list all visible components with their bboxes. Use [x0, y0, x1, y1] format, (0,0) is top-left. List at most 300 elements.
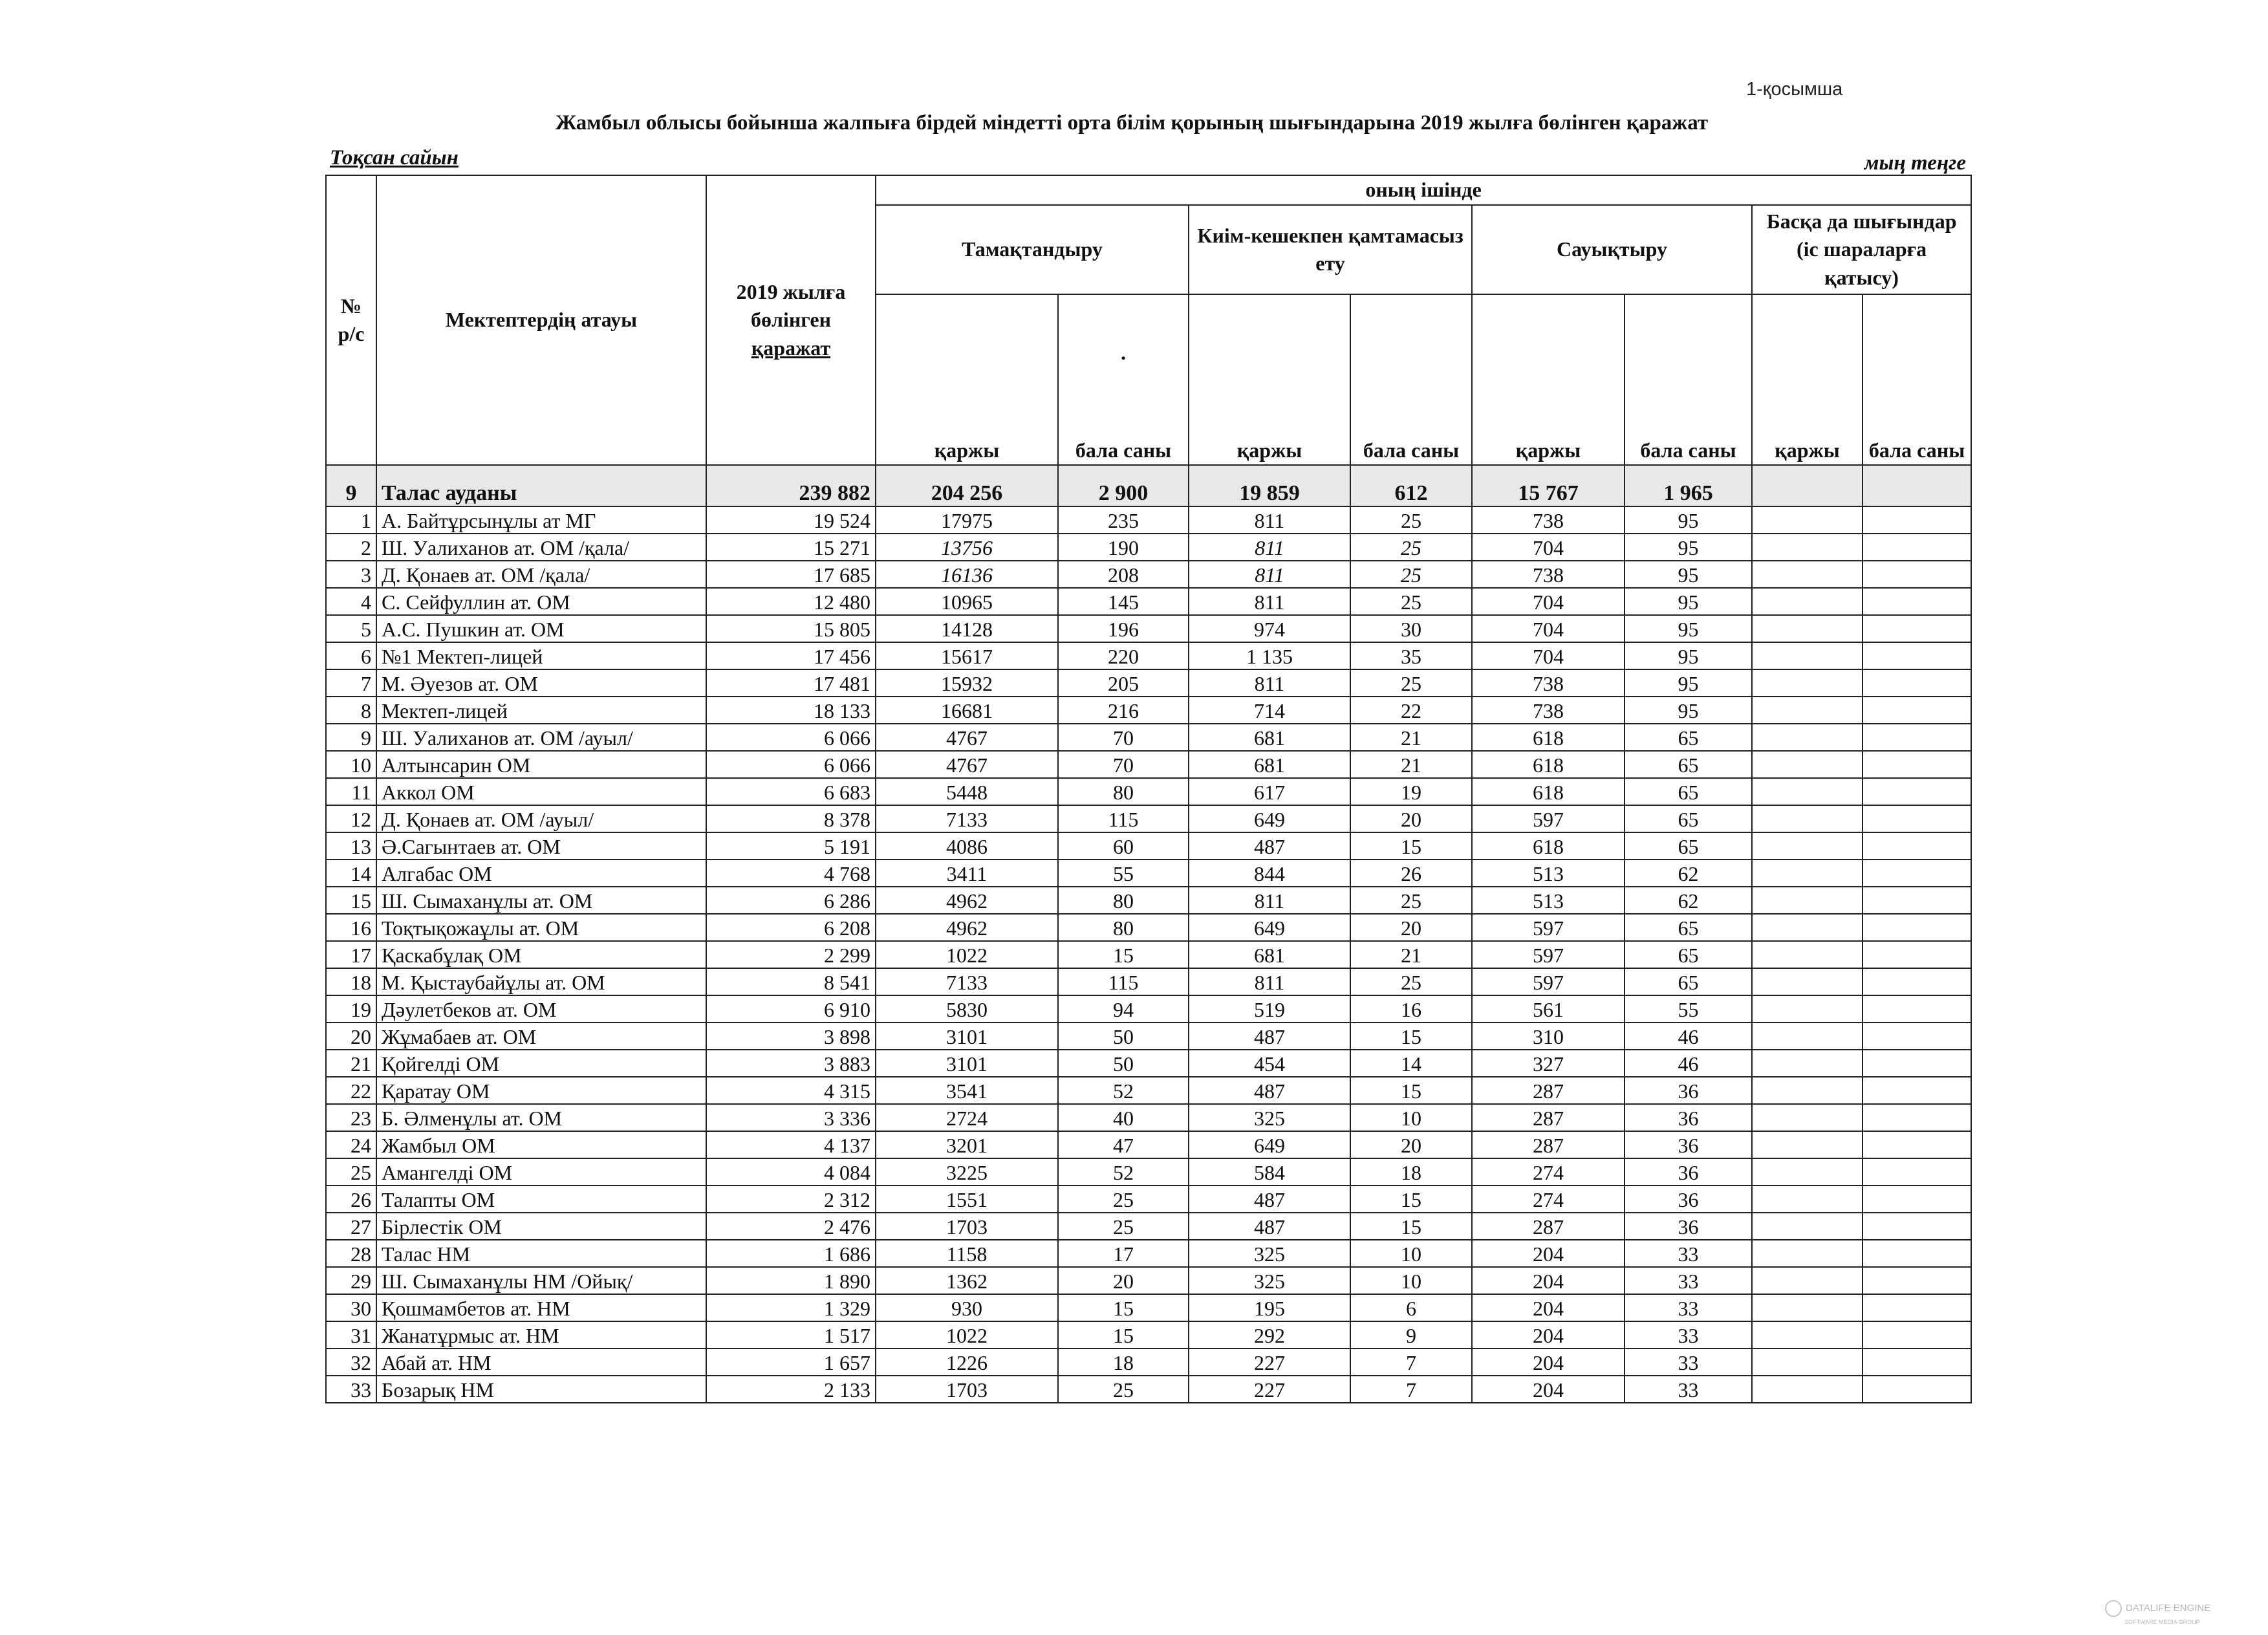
row-health-money: 513 [1472, 887, 1625, 914]
row-health-children: 55 [1625, 995, 1752, 1023]
row-food-money: 3541 [876, 1077, 1058, 1104]
col-header-food-children [1058, 294, 1189, 465]
row-health-money: 287 [1472, 1104, 1625, 1131]
row-idx: 2 [326, 534, 376, 561]
row-allocated: 6 286 [706, 887, 876, 914]
row-other-children [1863, 724, 1971, 751]
row-health-children: 36 [1625, 1077, 1752, 1104]
row-school-name: Жұмабаев ат. ОМ [376, 1023, 706, 1050]
row-cloth-children: 10 [1350, 1267, 1472, 1294]
row-food-money: 14128 [876, 615, 1058, 642]
row-health-children: 65 [1625, 968, 1752, 995]
table-row [326, 1186, 1971, 1213]
row-cloth-money: 325 [1189, 1240, 1350, 1267]
row-cloth-children: 10 [1350, 1104, 1472, 1131]
row-health-money: 204 [1472, 1294, 1625, 1321]
row-other-children [1863, 1213, 1971, 1240]
row-food-children: 15 [1058, 1321, 1189, 1348]
row-other-money [1752, 697, 1863, 724]
row-food-money: 2724 [876, 1104, 1058, 1131]
row-other-money [1752, 941, 1863, 968]
row-other-children [1863, 995, 1971, 1023]
row-health-children: 36 [1625, 1158, 1752, 1186]
table-row [326, 968, 1971, 995]
row-food-money: 17975 [876, 506, 1058, 534]
row-health-children: 62 [1625, 860, 1752, 887]
row-health-children: 95 [1625, 588, 1752, 615]
row-food-children: 70 [1058, 724, 1189, 751]
quarterly-label: Тоқсан сайын [330, 146, 459, 169]
row-other-money [1752, 887, 1863, 914]
row-other-money [1752, 860, 1863, 887]
row-health-money: 704 [1472, 642, 1625, 669]
row-other-children [1863, 887, 1971, 914]
total-allocated: 239 882 [706, 465, 876, 506]
row-school-name: Ш. Сымаханұлы НМ /Ойық/ [376, 1267, 706, 1294]
row-cloth-money: 227 [1189, 1348, 1350, 1376]
row-health-money: 738 [1472, 506, 1625, 534]
row-food-children: 190 [1058, 534, 1189, 561]
row-idx: 25 [326, 1158, 376, 1186]
table-row [326, 1023, 1971, 1050]
row-school-name: Бірлестік ОМ [376, 1213, 706, 1240]
row-cloth-children: 22 [1350, 697, 1472, 724]
row-cloth-money: 811 [1189, 534, 1350, 561]
row-other-children [1863, 860, 1971, 887]
row-food-money: 930 [876, 1294, 1058, 1321]
row-idx: 9 [326, 724, 376, 751]
row-cloth-money: 325 [1189, 1104, 1350, 1131]
row-other-money [1752, 778, 1863, 805]
row-allocated: 6 066 [706, 724, 876, 751]
row-idx: 14 [326, 860, 376, 887]
row-food-children: 50 [1058, 1023, 1189, 1050]
row-food-children: 196 [1058, 615, 1189, 642]
row-school-name: Аккол ОМ [376, 778, 706, 805]
row-cloth-children: 16 [1350, 995, 1472, 1023]
row-health-money: 618 [1472, 778, 1625, 805]
row-health-money: 204 [1472, 1321, 1625, 1348]
row-food-children: 205 [1058, 669, 1189, 697]
row-other-children [1863, 751, 1971, 778]
row-food-money: 5448 [876, 778, 1058, 805]
row-food-money: 1703 [876, 1376, 1058, 1403]
row-school-name: Қаратау ОМ [376, 1077, 706, 1104]
row-food-children: 216 [1058, 697, 1189, 724]
table-row [326, 1077, 1971, 1104]
row-other-money [1752, 1267, 1863, 1294]
row-health-children: 65 [1625, 778, 1752, 805]
table-row [326, 1348, 1971, 1376]
row-cloth-children: 21 [1350, 751, 1472, 778]
row-allocated: 2 476 [706, 1213, 876, 1240]
row-other-children [1863, 561, 1971, 588]
row-food-money: 3201 [876, 1131, 1058, 1158]
total-food-money: 204 256 [876, 465, 1058, 506]
row-other-children [1863, 1267, 1971, 1294]
col-header-food: Тамақтандыру [876, 205, 1189, 294]
row-cloth-money: 1 135 [1189, 642, 1350, 669]
row-food-money: 4086 [876, 832, 1058, 860]
allocation-table [325, 175, 1972, 1403]
row-idx: 12 [326, 805, 376, 832]
row-health-money: 618 [1472, 724, 1625, 751]
table-row [326, 1294, 1971, 1321]
row-allocated: 4 084 [706, 1158, 876, 1186]
row-cloth-money: 811 [1189, 887, 1350, 914]
row-food-children: 50 [1058, 1050, 1189, 1077]
row-cloth-children: 21 [1350, 724, 1472, 751]
row-other-money [1752, 1104, 1863, 1131]
row-other-money [1752, 506, 1863, 534]
row-health-money: 274 [1472, 1186, 1625, 1213]
row-health-children: 36 [1625, 1213, 1752, 1240]
row-idx: 4 [326, 588, 376, 615]
row-idx: 29 [326, 1267, 376, 1294]
row-school-name: Талас НМ [376, 1240, 706, 1267]
total-cloth-money: 19 859 [1189, 465, 1350, 506]
row-food-children: 52 [1058, 1158, 1189, 1186]
row-cloth-money: 584 [1189, 1158, 1350, 1186]
row-health-money: 310 [1472, 1023, 1625, 1050]
row-idx: 6 [326, 642, 376, 669]
row-food-children: 60 [1058, 832, 1189, 860]
row-other-money [1752, 534, 1863, 561]
row-cloth-children: 20 [1350, 805, 1472, 832]
row-cloth-children: 10 [1350, 1240, 1472, 1267]
row-cloth-children: 25 [1350, 588, 1472, 615]
row-health-children: 36 [1625, 1186, 1752, 1213]
row-cloth-children: 7 [1350, 1348, 1472, 1376]
row-idx: 32 [326, 1348, 376, 1376]
row-food-children: 25 [1058, 1213, 1189, 1240]
col-header-other-children: бала саны [1863, 294, 1971, 465]
row-school-name: А. Байтұрсынұлы ат МГ [376, 506, 706, 534]
row-health-money: 738 [1472, 669, 1625, 697]
col-header-allocated [706, 175, 876, 465]
row-cloth-money: 617 [1189, 778, 1350, 805]
row-other-money [1752, 832, 1863, 860]
row-allocated: 17 685 [706, 561, 876, 588]
row-cloth-children: 19 [1350, 778, 1472, 805]
row-health-money: 597 [1472, 968, 1625, 995]
row-school-name: №1 Мектеп-лицей [376, 642, 706, 669]
row-idx: 20 [326, 1023, 376, 1050]
row-allocated: 1 686 [706, 1240, 876, 1267]
row-other-money [1752, 751, 1863, 778]
row-other-money [1752, 1240, 1863, 1267]
row-other-children [1863, 1077, 1971, 1104]
row-cloth-money: 714 [1189, 697, 1350, 724]
row-idx: 23 [326, 1104, 376, 1131]
row-health-children: 65 [1625, 724, 1752, 751]
row-idx: 16 [326, 914, 376, 941]
row-cloth-children: 15 [1350, 832, 1472, 860]
row-allocated: 3 898 [706, 1023, 876, 1050]
row-other-children [1863, 1321, 1971, 1348]
row-cloth-money: 649 [1189, 1131, 1350, 1158]
row-health-children: 33 [1625, 1267, 1752, 1294]
col-header-name: Мектептердің атауы [376, 175, 706, 465]
row-allocated: 1 890 [706, 1267, 876, 1294]
row-school-name: Мектеп-лицей [376, 697, 706, 724]
row-cloth-money: 974 [1189, 615, 1350, 642]
row-health-money: 327 [1472, 1050, 1625, 1077]
row-cloth-money: 649 [1189, 914, 1350, 941]
table-row [326, 1104, 1971, 1131]
row-cloth-children: 6 [1350, 1294, 1472, 1321]
row-other-money [1752, 615, 1863, 642]
row-cloth-money: 487 [1189, 1077, 1350, 1104]
table-row [326, 805, 1971, 832]
row-cloth-money: 681 [1189, 751, 1350, 778]
row-cloth-children: 9 [1350, 1321, 1472, 1348]
row-health-children: 95 [1625, 697, 1752, 724]
col-header-num: № р/с [326, 175, 376, 465]
row-food-money: 4767 [876, 724, 1058, 751]
col-header-including: оның ішінде [876, 175, 1971, 205]
row-school-name: Абай ат. НМ [376, 1348, 706, 1376]
row-health-children: 33 [1625, 1240, 1752, 1267]
row-idx: 19 [326, 995, 376, 1023]
row-cloth-children: 25 [1350, 506, 1472, 534]
row-other-money [1752, 995, 1863, 1023]
row-food-children: 115 [1058, 968, 1189, 995]
col-header-clothing: Киім-кешекпен қамтамасыз ету [1189, 205, 1472, 294]
col-header-health: Сауықтыру [1472, 205, 1752, 294]
total-idx: 9 [326, 465, 376, 506]
row-allocated: 19 524 [706, 506, 876, 534]
row-health-money: 204 [1472, 1376, 1625, 1403]
row-food-children: 25 [1058, 1186, 1189, 1213]
row-health-money: 561 [1472, 995, 1625, 1023]
row-idx: 27 [326, 1213, 376, 1240]
row-school-name: М. Қыстаубайұлы ат. ОМ [376, 968, 706, 995]
row-health-children: 95 [1625, 534, 1752, 561]
row-health-money: 618 [1472, 751, 1625, 778]
row-other-children [1863, 1240, 1971, 1267]
row-cloth-children: 18 [1350, 1158, 1472, 1186]
table-row [326, 561, 1971, 588]
row-allocated: 17 456 [706, 642, 876, 669]
row-health-children: 33 [1625, 1376, 1752, 1403]
row-other-money [1752, 1321, 1863, 1348]
row-other-money [1752, 805, 1863, 832]
row-health-money: 204 [1472, 1240, 1625, 1267]
row-cloth-money: 227 [1189, 1376, 1350, 1403]
watermark [2105, 1600, 2210, 1628]
row-cloth-money: 811 [1189, 561, 1350, 588]
row-health-children: 95 [1625, 561, 1752, 588]
row-other-money [1752, 1050, 1863, 1077]
document-title: Жамбыл облысы бойынша жалпыға бірдей міндетті орта білім қорының шығындарына 2019 жылға бөлінген қаражат [555, 111, 1709, 135]
row-cloth-money: 811 [1189, 968, 1350, 995]
col-header-allocated-underlined: қаражат [751, 336, 831, 360]
row-school-name: Д. Қонаев ат. ОМ /ауыл/ [376, 805, 706, 832]
table-row [326, 778, 1971, 805]
table-row [326, 534, 1971, 561]
row-other-children [1863, 506, 1971, 534]
row-health-children: 65 [1625, 832, 1752, 860]
table-row [326, 1131, 1971, 1158]
row-allocated: 12 480 [706, 588, 876, 615]
row-allocated: 4 315 [706, 1077, 876, 1104]
row-school-name: Қошмамбетов ат. НМ [376, 1294, 706, 1321]
row-other-money [1752, 1158, 1863, 1186]
row-cloth-money: 811 [1189, 506, 1350, 534]
total-food-children: 2 900 [1058, 465, 1189, 506]
row-food-money: 1551 [876, 1186, 1058, 1213]
row-food-money: 1022 [876, 1321, 1058, 1348]
table-row [326, 506, 1971, 534]
row-other-children [1863, 914, 1971, 941]
row-idx: 33 [326, 1376, 376, 1403]
row-cloth-money: 811 [1189, 588, 1350, 615]
total-health-children: 1 965 [1625, 465, 1752, 506]
row-other-money [1752, 1294, 1863, 1321]
row-health-children: 95 [1625, 506, 1752, 534]
row-cloth-children: 20 [1350, 914, 1472, 941]
row-other-children [1863, 1050, 1971, 1077]
row-allocated: 8 378 [706, 805, 876, 832]
row-food-children: 115 [1058, 805, 1189, 832]
table-row [326, 588, 1971, 615]
row-cloth-money: 195 [1189, 1294, 1350, 1321]
row-food-money: 1158 [876, 1240, 1058, 1267]
row-food-money: 1022 [876, 941, 1058, 968]
row-cloth-children: 15 [1350, 1186, 1472, 1213]
row-health-children: 46 [1625, 1050, 1752, 1077]
col-header-allocated-text: 2019 жылға бөлінген [736, 280, 846, 332]
row-idx: 31 [326, 1321, 376, 1348]
row-allocated: 4 137 [706, 1131, 876, 1158]
total-cloth-children: 612 [1350, 465, 1472, 506]
row-health-money: 738 [1472, 697, 1625, 724]
row-cloth-children: 25 [1350, 534, 1472, 561]
row-food-children: 235 [1058, 506, 1189, 534]
row-school-name: Бозарық НМ [376, 1376, 706, 1403]
table-row [326, 1158, 1971, 1186]
table-row [326, 642, 1971, 669]
row-other-money [1752, 724, 1863, 751]
watermark-brand: DATALIFE ENGINE [2126, 1602, 2211, 1614]
row-food-children: 18 [1058, 1348, 1189, 1376]
col-header-other-money: қаржы [1752, 294, 1863, 465]
row-idx: 10 [326, 751, 376, 778]
row-other-children [1863, 669, 1971, 697]
row-cloth-children: 26 [1350, 860, 1472, 887]
row-other-money [1752, 1186, 1863, 1213]
row-food-money: 5830 [876, 995, 1058, 1023]
row-allocated: 8 541 [706, 968, 876, 995]
row-health-money: 513 [1472, 860, 1625, 887]
col-header-cloth-money: қаржы [1189, 294, 1350, 465]
row-food-children: 47 [1058, 1131, 1189, 1158]
table-row [326, 860, 1971, 887]
datalife-logo-icon [2105, 1600, 2122, 1617]
row-food-children: 15 [1058, 1294, 1189, 1321]
total-other-money [1752, 465, 1863, 506]
table-row [326, 832, 1971, 860]
row-allocated: 6 683 [706, 778, 876, 805]
table-row [326, 914, 1971, 941]
row-allocated: 2 299 [706, 941, 876, 968]
row-allocated: 15 271 [706, 534, 876, 561]
row-other-children [1863, 1131, 1971, 1158]
row-health-children: 95 [1625, 642, 1752, 669]
row-cloth-money: 681 [1189, 724, 1350, 751]
row-health-children: 33 [1625, 1348, 1752, 1376]
row-school-name: Ш. Сымаханұлы ат. ОМ [376, 887, 706, 914]
school-rows [326, 506, 1971, 1403]
row-other-children [1863, 805, 1971, 832]
row-food-money: 1703 [876, 1213, 1058, 1240]
total-name: Талас ауданы [376, 465, 706, 506]
row-cloth-money: 681 [1189, 941, 1350, 968]
row-cloth-children: 15 [1350, 1023, 1472, 1050]
row-food-money: 13756 [876, 534, 1058, 561]
row-food-money: 15617 [876, 642, 1058, 669]
row-health-money: 274 [1472, 1158, 1625, 1186]
row-health-money: 597 [1472, 941, 1625, 968]
row-other-money [1752, 561, 1863, 588]
row-idx: 21 [326, 1050, 376, 1077]
row-school-name: М. Әуезов ат. ОМ [376, 669, 706, 697]
row-idx: 28 [326, 1240, 376, 1267]
row-health-children: 62 [1625, 887, 1752, 914]
row-school-name: Жанатұрмыс ат. НМ [376, 1321, 706, 1348]
row-other-money [1752, 968, 1863, 995]
table-row [326, 1050, 1971, 1077]
row-school-name: Д. Қонаев ат. ОМ /қала/ [376, 561, 706, 588]
table-row [326, 1376, 1971, 1403]
row-food-children: 220 [1058, 642, 1189, 669]
row-allocated: 6 910 [706, 995, 876, 1023]
row-food-money: 3225 [876, 1158, 1058, 1186]
row-health-children: 65 [1625, 941, 1752, 968]
col-header-health-children: бала саны [1625, 294, 1752, 465]
row-allocated: 2 312 [706, 1186, 876, 1213]
row-cloth-children: 25 [1350, 887, 1472, 914]
row-school-name: Жамбыл ОМ [376, 1131, 706, 1158]
row-health-money: 287 [1472, 1077, 1625, 1104]
row-food-money: 4767 [876, 751, 1058, 778]
row-cloth-money: 649 [1189, 805, 1350, 832]
row-health-children: 95 [1625, 669, 1752, 697]
row-school-name: Ш. Уалиханов ат. ОМ /қала/ [376, 534, 706, 561]
row-idx: 30 [326, 1294, 376, 1321]
row-allocated: 6 208 [706, 914, 876, 941]
row-food-children: 70 [1058, 751, 1189, 778]
row-food-children: 145 [1058, 588, 1189, 615]
row-school-name: Тоқтықожаұлы ат. ОМ [376, 914, 706, 941]
row-cloth-money: 292 [1189, 1321, 1350, 1348]
row-other-children [1863, 1104, 1971, 1131]
row-health-money: 204 [1472, 1348, 1625, 1376]
row-cloth-children: 35 [1350, 642, 1472, 669]
row-other-money [1752, 588, 1863, 615]
row-cloth-children: 7 [1350, 1376, 1472, 1403]
row-health-children: 46 [1625, 1023, 1752, 1050]
row-food-money: 3101 [876, 1050, 1058, 1077]
row-other-money [1752, 914, 1863, 941]
row-other-money [1752, 1213, 1863, 1240]
district-total-row [326, 465, 1971, 506]
table-row [326, 941, 1971, 968]
row-school-name: Талапты ОМ [376, 1186, 706, 1213]
table-row [326, 887, 1971, 914]
row-food-money: 16681 [876, 697, 1058, 724]
